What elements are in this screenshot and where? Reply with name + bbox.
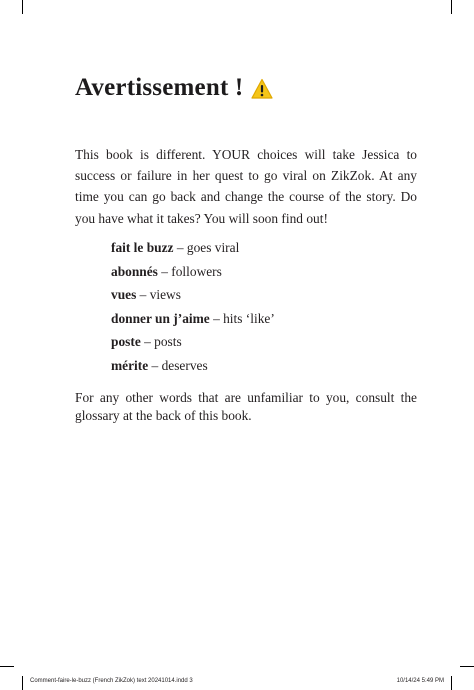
outro-paragraph: For any other words that are unfamiliar to you, consult the glossary at the back of this book. [75, 390, 417, 423]
crop-mark-bottom-left [22, 676, 23, 690]
glossary-item [111, 330, 275, 354]
glossary-separator: – [140, 334, 155, 350]
glossary-term: vues [111, 287, 137, 303]
glossary-term: poste [111, 334, 141, 350]
crop-mark-right-bottom [460, 666, 474, 667]
glossary-term: abonnés [111, 263, 158, 279]
glossary-separator: – [173, 240, 187, 255]
page-title: Avertissement ! [75, 74, 244, 101]
warning-icon [251, 78, 273, 100]
glossary-item [111, 283, 275, 307]
crop-mark-top-left [22, 0, 23, 14]
glossary-separator: – [136, 287, 150, 303]
glossary-list [111, 236, 275, 378]
slug-timestamp: 10/14/24 5:49 PM [396, 678, 444, 684]
glossary-item [111, 260, 275, 284]
crop-mark-left-bottom [0, 666, 14, 667]
glossary-term: donner un j’aime [111, 310, 210, 326]
glossary-meaning: posts [154, 334, 182, 350]
glossary-meaning: views [149, 287, 181, 303]
glossary-item [111, 307, 275, 331]
glossary-separator: – [209, 310, 224, 326]
glossary-meaning: deserves [161, 357, 208, 373]
slug-filename: Comment-faire-le-buzz (French ZikZok) text 20241014.indd 3 [30, 678, 193, 684]
glossary-meaning: followers [171, 263, 222, 279]
glossary-separator: – [148, 357, 162, 373]
glossary-meaning: hits ‘like’ [223, 310, 275, 326]
heading-row [75, 74, 273, 102]
glossary-item [111, 236, 275, 260]
crop-mark-top-right [451, 0, 452, 14]
crop-mark-bottom-right [451, 676, 452, 690]
glossary-separator: – [157, 263, 172, 279]
glossary-term: fait le buzz [111, 240, 174, 255]
glossary-meaning: goes viral [186, 240, 240, 255]
glossary-item [111, 354, 275, 378]
glossary-term: mérite [111, 357, 149, 373]
intro-paragraph: This book is different. YOUR choices will take Jessica to success or failure in her quest to go viral on ZikZok. At any time you can go back and change the course of the story. Do you have what it takes? You will soon find out! [75, 147, 417, 226]
